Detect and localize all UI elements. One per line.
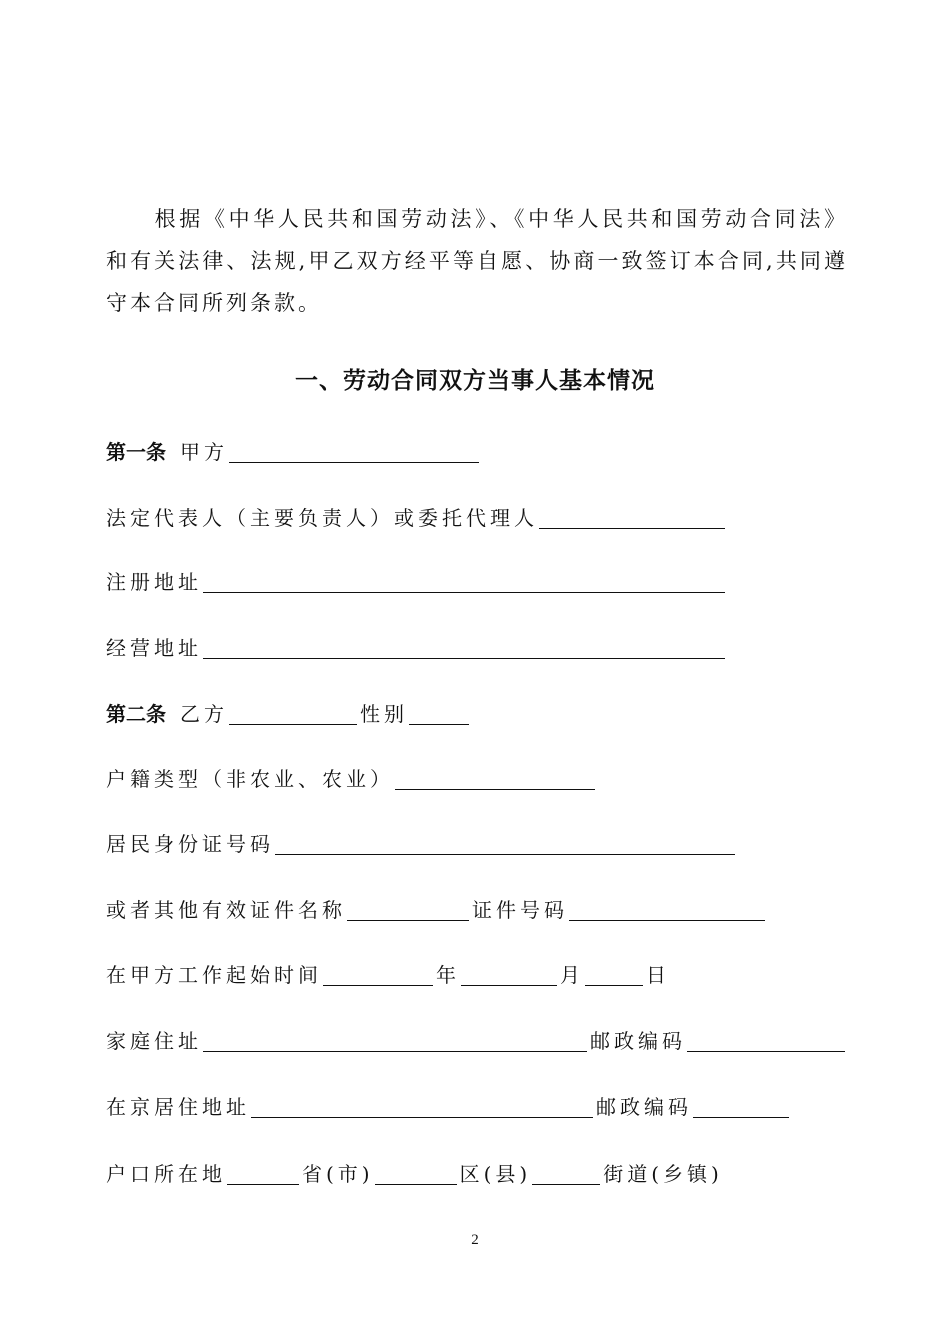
biz-address-label: 经营地址 [106, 636, 202, 660]
beijing-address-line [106, 1092, 792, 1122]
gender-label: 性别 [360, 702, 408, 726]
hukou-line [106, 1159, 723, 1189]
household-type-blank[interactable] [395, 769, 595, 790]
biz-address-blank[interactable] [203, 638, 725, 659]
street-blank[interactable] [532, 1164, 600, 1185]
reg-address-blank[interactable] [203, 572, 725, 593]
other-id-line [106, 895, 768, 925]
reg-address-label: 注册地址 [106, 570, 202, 594]
street-label: 街道(乡镇) [603, 1162, 723, 1186]
party-a-line [106, 437, 482, 467]
id-no-label: 证件号码 [472, 898, 568, 922]
province-blank[interactable] [227, 1164, 299, 1185]
month-label: 月 [560, 963, 584, 987]
day-label: 日 [646, 963, 670, 987]
start-time-label: 在甲方工作起始时间 [106, 963, 322, 987]
home-address-line [106, 1026, 848, 1056]
other-id-label: 或者其他有效证件名称 [106, 898, 346, 922]
district-label: 区(县) [459, 1162, 532, 1186]
other-id-name-blank[interactable] [347, 900, 469, 921]
postal-code-label: 邮政编码 [590, 1029, 686, 1053]
postal-code-2-label: 邮政编码 [596, 1095, 692, 1119]
household-type-label: 户籍类型（非农业、农业） [106, 767, 394, 791]
day-blank[interactable] [585, 965, 643, 986]
hukou-label: 户口所在地 [106, 1162, 226, 1186]
home-address-label: 家庭住址 [106, 1029, 202, 1053]
party-a-blank[interactable] [229, 442, 479, 463]
home-address-blank[interactable] [203, 1031, 587, 1052]
gender-blank[interactable] [409, 704, 469, 725]
start-time-line [106, 960, 670, 990]
household-type-line [106, 764, 598, 794]
intro-text: 根据《中华人民共和国劳动法》、《中华人民共和国劳动合同法》和有关法律、法规,甲乙双方经平等自愿、协商一致签订本合同,共同遵守本合同所列条款。 [106, 207, 848, 315]
party-b-blank[interactable] [229, 704, 357, 725]
postal-code-blank[interactable] [687, 1031, 845, 1052]
postal-code-2-blank[interactable] [693, 1097, 789, 1118]
province-label: 省(市) [302, 1162, 374, 1186]
party-a-label: 甲方 [180, 440, 228, 464]
beijing-address-blank[interactable] [251, 1097, 593, 1118]
reg-address-line [106, 567, 728, 597]
biz-address-line [106, 633, 728, 663]
id-number-line [106, 829, 738, 859]
section-title: 一、劳动合同双方当事人基本情况 [295, 368, 655, 394]
month-blank[interactable] [461, 965, 557, 986]
article-1-label: 第一条 [106, 440, 166, 464]
id-no-blank[interactable] [569, 900, 765, 921]
intro-paragraph [106, 198, 848, 324]
legal-rep-label: 法定代表人（主要负责人）或委托代理人 [106, 506, 538, 530]
legal-rep-line [106, 503, 728, 533]
party-b-line [106, 699, 472, 729]
page-number: 2 [471, 1232, 479, 1248]
year-blank[interactable] [323, 965, 433, 986]
legal-rep-blank[interactable] [539, 508, 725, 529]
district-blank[interactable] [375, 1164, 457, 1185]
id-number-blank[interactable] [275, 834, 735, 855]
beijing-address-label: 在京居住地址 [106, 1095, 250, 1119]
id-number-label: 居民身份证号码 [106, 832, 274, 856]
year-label: 年 [436, 963, 460, 987]
article-2-label: 第二条 [106, 702, 166, 726]
party-b-label: 乙方 [180, 702, 228, 726]
